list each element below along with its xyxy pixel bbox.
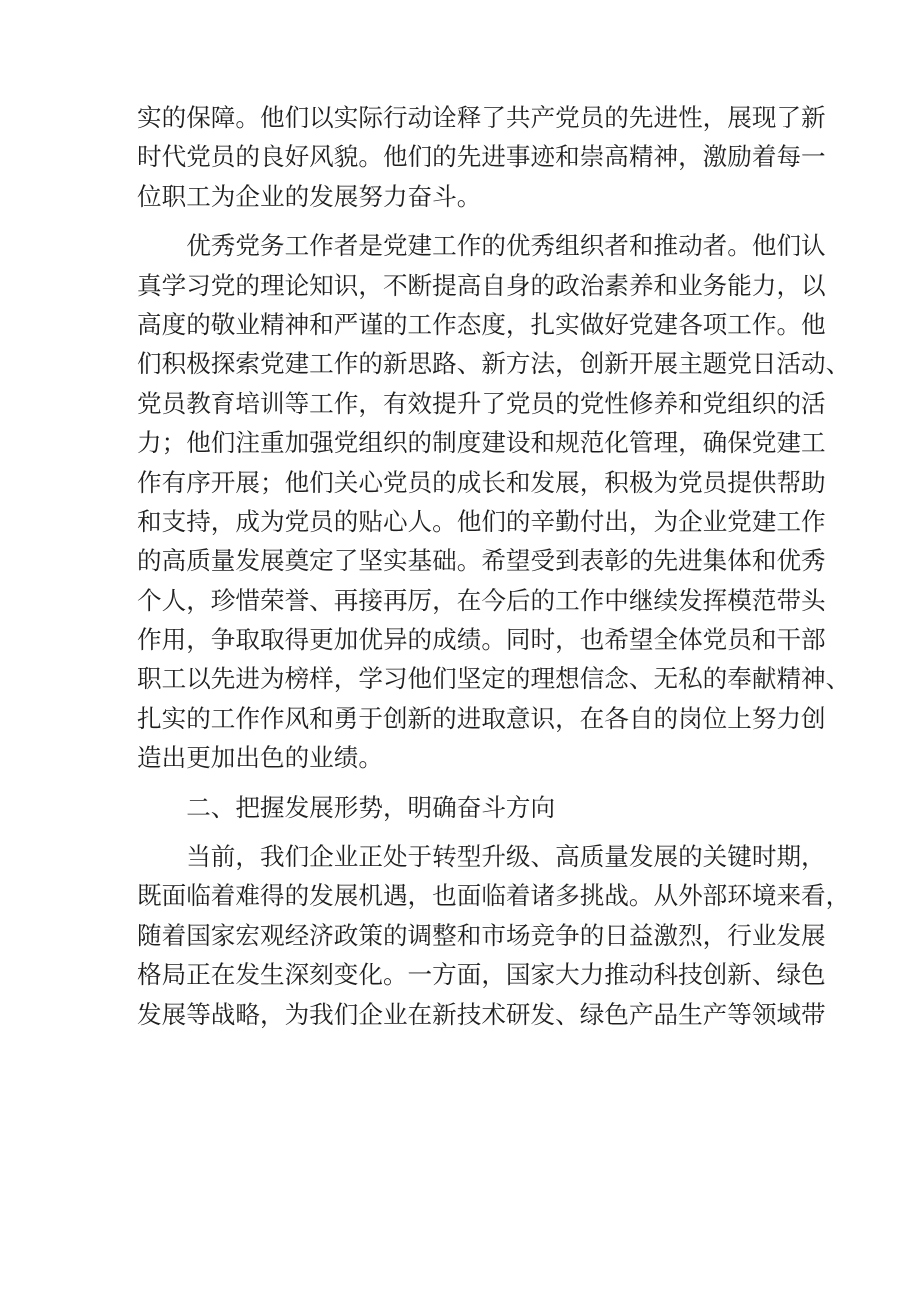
section-heading: 二、把握发展形势，明确奋斗方向 (137, 792, 556, 822)
text-line: 造出更加出色的业绩。 (137, 743, 383, 773)
text-line: 既面临着难得的发展机遇，也面临着诸多挑战。从外部环境来看， (137, 881, 851, 911)
paragraph-spacer (137, 216, 797, 226)
text-line: 发展等战略，为我们企业在新技术研发、绿色产品生产等领域带 (137, 999, 826, 1029)
text-line: 作有序开展；他们关心党员的成长和发展，积极为党员提供帮助 (137, 467, 826, 497)
text-line: 位职工为企业的发展努力奋斗。 (137, 181, 482, 211)
text-line: 党员教育培训等工作，有效提升了党员的党性修养和党组织的活 (137, 388, 826, 418)
text-line: 和支持，成为党员的贴心人。他们的辛勤付出，为企业党建工作 (137, 506, 826, 536)
text-line: 高度的敬业精神和严谨的工作态度，扎实做好党建各项工作。他 (137, 309, 826, 339)
body-text (137, 98, 851, 1034)
text-line: 真学习党的理论知识，不断提高自身的政治素养和业务能力，以 (137, 270, 826, 300)
text-line: 格局正在发生深刻变化。一方面，国家大力推动科技创新、绿色 (137, 960, 826, 990)
text-line: 力；他们注重加强党组织的制度建设和规范化管理，确保党建工 (137, 428, 826, 458)
paragraph-2 (137, 226, 851, 777)
text-line: 个人，珍惜荣誉、再接再厉，在今后的工作中继续发挥模范带头 (137, 585, 826, 615)
text-line: 实的保障。他们以实际行动诠释了共产党员的先进性，展现了新 (137, 103, 826, 132)
paragraph-spacer (137, 778, 797, 788)
text-line: 当前，我们企业正处于转型升级、高质量发展的关键时期， (137, 842, 826, 872)
text-line: 优秀党务工作者是党建工作的优秀组织者和推动者。他们认 (137, 231, 826, 261)
paragraph-3 (137, 837, 851, 1034)
paragraph-1 (137, 98, 826, 216)
text-line: 扎实的工作作风和勇于创新的进取意识，在各自的岗位上努力创 (137, 703, 826, 733)
text-line: 作用，争取取得更加优异的成绩。同时，也希望全体党员和干部 (137, 625, 826, 655)
text-line: 时代党员的良好风貌。他们的先进事迹和崇高精神，激励着每一 (137, 142, 826, 172)
text-line: 们积极探索党建工作的新思路、新方法，创新开展主题党日活动、 (137, 349, 851, 379)
text-line: 的高质量发展奠定了坚实基础。希望受到表彰的先进集体和优秀 (137, 546, 826, 576)
text-line: 随着国家宏观经济政策的调整和市场竞争的日益激烈，行业发展 (137, 920, 826, 950)
paragraph-spacer (137, 827, 797, 837)
text-line: 职工以先进为榜样，学习他们坚定的理想信念、无私的奉献精神、 (137, 664, 851, 694)
